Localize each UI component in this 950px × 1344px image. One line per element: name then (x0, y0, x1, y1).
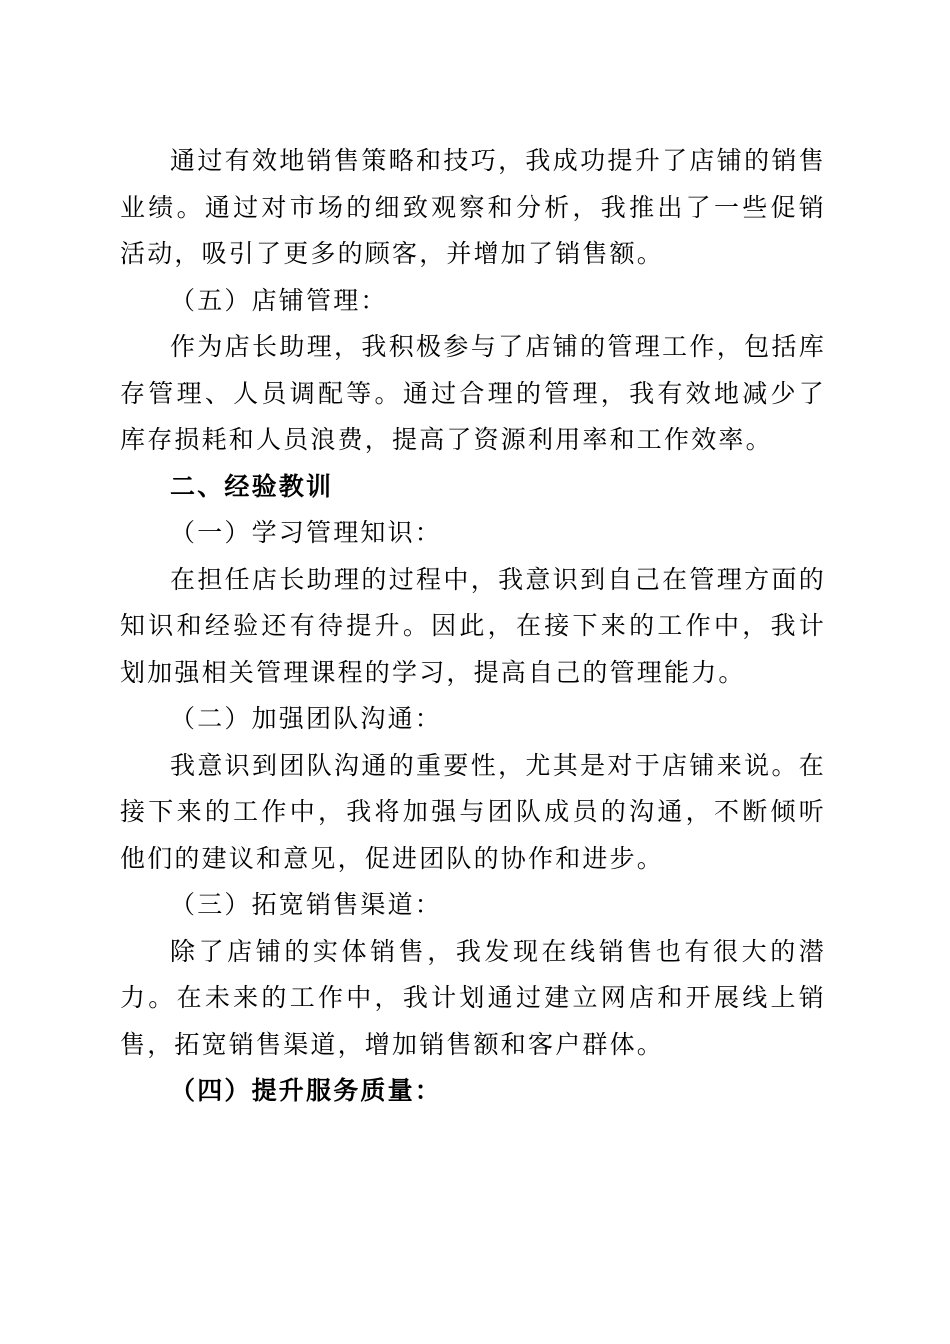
document-body (120, 138, 826, 1115)
subheading-sales-channels: （三）拓宽销售渠道： (170, 890, 443, 919)
section-heading-lessons: 二、经验教训 (170, 471, 334, 501)
subheading-team-communication: （二）加强团队沟通： (170, 704, 443, 733)
subheading-service-quality: （四）提升服务质量： (170, 1076, 443, 1105)
subheading-learn-management: （一）学习管理知识： (170, 518, 443, 547)
paragraph-store-management: 作为店长助理，我积极参与了店铺的管理工作，包括库存管理、人员调配等。通过合理的管理，我有效地减少了库存损耗和人员浪费，提高了资源利用率和工作效率。 (120, 332, 826, 454)
paragraph-sales-channels: 除了店铺的实体销售，我发现在线销售也有很大的潜力。在未来的工作中，我计划通过建立网店和开展线上销售，拓宽销售渠道，增加销售额和客户群体。 (120, 936, 826, 1059)
paragraph-team-communication: 我意识到团队沟通的重要性，尤其是对于店铺来说。在接下来的工作中，我将加强与团队成员的沟通，不断倾听他们的建议和意见，促进团队的协作和进步。 (120, 750, 826, 873)
paragraph-learn-management: 在担任店长助理的过程中，我意识到自己在管理方面的知识和经验还有待提升。因此，在接下来的工作中，我计划加强相关管理课程的学习，提高自己的管理能力。 (120, 564, 826, 687)
paragraph-sales-performance: 通过有效地销售策略和技巧，我成功提升了店铺的销售业绩。通过对市场的细致观察和分析，我推出了一些促销活动，吸引了更多的顾客，并增加了销售额。 (120, 146, 826, 268)
subheading-store-management: （五）店铺管理： (170, 285, 388, 315)
